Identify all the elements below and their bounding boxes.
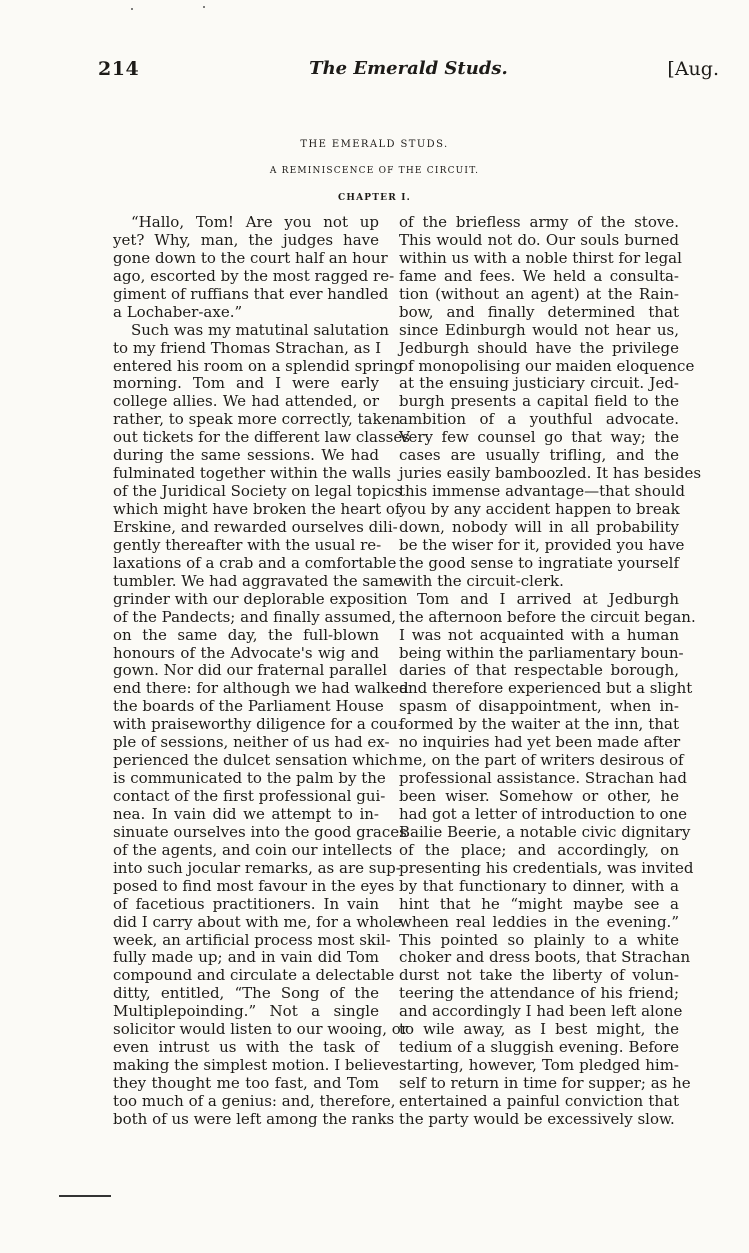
- text-line: This pointed so plainly to a white: [399, 930, 679, 949]
- text-line: which might have broken the heart of: [113, 500, 401, 518]
- text-line: had got a letter of introduction to one: [399, 804, 688, 823]
- text-line: tion (without an agent) at the Rain-: [399, 284, 679, 303]
- text-line: honours of the Advocate's wig and: [113, 643, 379, 662]
- text-line: professional assistance. Strachan had: [399, 769, 687, 788]
- text-line: I was not acquainted with a human: [399, 625, 679, 644]
- text-line: gown. Nor did our fraternal parallel: [113, 661, 387, 680]
- text-line: the good sense to ingratiate yourself: [399, 553, 679, 572]
- text-line: of the briefless army of the stove.: [399, 213, 679, 231]
- text-line: fame and fees. We held a consulta-: [399, 266, 679, 285]
- scan-speck: [131, 8, 133, 10]
- text-line: formed by the waiter at the inn, that: [399, 715, 679, 734]
- text-line: to wile away, as I best might, the: [399, 1020, 679, 1039]
- text-line: tedium of a sluggish evening. Before: [399, 1038, 679, 1057]
- running-month: [Aug.: [667, 58, 719, 80]
- text-line: starting, however, Tom pledged him-: [399, 1056, 679, 1075]
- text-line: spasm of disappointment, when in-: [399, 697, 679, 716]
- text-line: too much of a genius: and, therefore,: [113, 1091, 396, 1110]
- text-line: at the ensuing justiciary circuit. Jed-: [399, 374, 679, 393]
- article-title: THE EMERALD STUDS.: [300, 139, 449, 150]
- text-line: even intrust us with the task of: [113, 1038, 379, 1057]
- text-line: the boards of the Parliament House: [113, 697, 384, 716]
- text-line: this immense advantage—that should: [399, 482, 686, 501]
- text-line: been wiser. Somehow or other, he: [399, 787, 679, 805]
- text-line: yet? Why, man, the judges have: [113, 230, 379, 249]
- text-line: burgh presents a capital field to the: [399, 392, 679, 411]
- text-line: is communicated to the palm by the: [113, 769, 386, 788]
- text-line: gone down to the court half an hour: [113, 248, 388, 267]
- text-line: Jedburgh should have the privilege: [399, 338, 679, 357]
- page-number: 214: [98, 58, 140, 80]
- scan-speck: [203, 6, 205, 8]
- running-title: The Emerald Studs.: [309, 58, 508, 79]
- text-line: presenting his credentials, was invited: [399, 858, 694, 877]
- page-header: [98, 58, 719, 88]
- text-line: of monopolising our maiden eloquence: [399, 356, 695, 375]
- text-line: tumbler. We had aggravated the same: [113, 571, 403, 590]
- text-line: posed to find most favour in the eyes: [113, 876, 395, 895]
- text-line: down, nobody will in all probability: [399, 517, 679, 536]
- text-line: both of us were left among the ranks: [113, 1109, 395, 1128]
- text-line: Tom and I arrived at Jedburgh: [417, 589, 679, 608]
- text-line: rather, to speak more correctly, taken: [113, 410, 401, 429]
- text-line: gently thereafter with the usual re-: [113, 535, 382, 554]
- right-text-column: [399, 213, 702, 1129]
- text-line: the party would be excessively slow.: [399, 1109, 675, 1128]
- text-line: daries of that respectable borough,: [399, 661, 679, 680]
- text-line: of facetious practitioners. In vain: [113, 894, 379, 913]
- text-line: durst not take the liberty of volun-: [399, 966, 679, 985]
- text-line: ambition of a youthful advocate.: [399, 410, 679, 429]
- text-line: hint that he “might maybe see a: [399, 894, 679, 913]
- text-line: Multiplepoinding.” Not a single: [113, 1002, 379, 1021]
- text-line: college allies. We had attended, or: [113, 392, 379, 411]
- text-line: nea. In vain did we attempt to in-: [113, 804, 379, 823]
- text-line: they thought me too fast, and Tom: [113, 1074, 379, 1092]
- text-line: Very few counsel go that way; the: [399, 428, 679, 447]
- text-line: making the simplest motion. I believe: [113, 1056, 400, 1075]
- text-line: no inquiries had yet been made after: [399, 733, 681, 752]
- text-line: entered his room on a splendid spring: [113, 356, 404, 375]
- text-line: self to return in time for supper; as he: [399, 1074, 691, 1092]
- text-line: fully made up; and in vain did Tom: [113, 948, 379, 967]
- text-line: ago, escorted by the most ragged re-: [113, 266, 395, 285]
- text-line: out tickets for the different law classes: [113, 428, 410, 447]
- text-line: with praiseworthy diligence for a cou-: [113, 715, 403, 734]
- text-line: “Hallo, Tom! Are you not up: [131, 213, 379, 231]
- text-line: within us with a noble thirst for legal: [399, 248, 682, 267]
- text-line: a Lochaber-axe.”: [113, 302, 243, 321]
- text-line: teering the attendance of his friend;: [399, 984, 679, 1003]
- text-line: with the circuit-clerk.: [399, 571, 564, 590]
- text-line: the afternoon before the circuit began.: [399, 607, 696, 626]
- text-line: week, an artificial process most skil-: [113, 930, 391, 949]
- text-line: contact of the first professional gui-: [113, 787, 386, 805]
- text-line: by that functionary to dinner, with a: [399, 876, 679, 895]
- text-line: Bailie Beerie, a notable civic dignitary: [399, 822, 691, 841]
- text-line: solicitor would listen to our wooing, or: [113, 1020, 408, 1039]
- text-line: Erskine, and rewarded ourselves dili-: [113, 517, 398, 536]
- text-line: ditty, entitled, “The Song of the: [113, 984, 379, 1003]
- text-line: compound and circulate a delectable: [113, 966, 395, 985]
- text-line: laxations of a crab and a comfortable: [113, 553, 397, 572]
- text-line: since Edinburgh would not hear us,: [399, 320, 679, 339]
- text-line: entertained a painful conviction that: [399, 1091, 679, 1110]
- library-mark: [59, 1195, 111, 1197]
- text-line: Such was my matutinal salutation: [131, 320, 389, 339]
- text-line: during the same sessions. We had: [113, 446, 379, 465]
- text-line: of the place; and accordingly, on: [399, 840, 679, 859]
- text-line: of the agents, and coin our intellects: [113, 840, 393, 859]
- text-line: morning. Tom and I were early: [113, 374, 379, 393]
- text-line: into such jocular remarks, as are sup-: [113, 858, 401, 877]
- text-line: bow, and finally determined that: [399, 302, 679, 321]
- text-line: ple of sessions, neither of us had ex-: [113, 733, 390, 752]
- text-line: sinuate ourselves into the good graces: [113, 822, 407, 841]
- article-subtitle: A REMINISCENCE OF THE CIRCUIT.: [269, 166, 480, 176]
- text-line: and therefore experienced but a slight: [399, 679, 693, 698]
- text-line: did I carry about with me, for a whole: [113, 912, 402, 931]
- text-line: being within the parliamentary boun-: [399, 643, 684, 662]
- text-line: perienced the dulcet sensation which: [113, 751, 398, 770]
- text-line: juries easily bamboozled. It has besides: [399, 464, 702, 483]
- chapter-heading: CHAPTER I.: [338, 193, 411, 203]
- text-line: of the Pandects; and finally assumed,: [113, 607, 397, 626]
- text-line: end there: for although we had walked: [113, 679, 409, 698]
- text-line: grinder with our deplorable exposition: [113, 589, 408, 608]
- text-line: fulminated together within the walls: [113, 464, 391, 483]
- text-line: me, on the part of writers desirous of: [399, 751, 684, 770]
- text-line: cases are usually trifling, and the: [399, 446, 679, 465]
- text-line: This would not do. Our souls burned: [399, 230, 679, 249]
- text-line: wheen real leddies in the evening.”: [399, 912, 679, 931]
- text-line: of the Juridical Society on legal topics: [113, 482, 403, 501]
- text-line: giment of ruffians that ever handled: [113, 284, 389, 303]
- text-line: choker and dress boots, that Strachan: [399, 948, 691, 967]
- text-line: you by any accident happen to break: [399, 500, 680, 518]
- text-line: on the same day, the full-blown: [113, 625, 379, 644]
- left-text-column: [113, 213, 410, 1129]
- text-line: to my friend Thomas Strachan, as I: [113, 338, 382, 357]
- text-line: and accordingly I had been left alone: [399, 1002, 683, 1021]
- text-line: be the wiser for it, provided you have: [399, 535, 685, 554]
